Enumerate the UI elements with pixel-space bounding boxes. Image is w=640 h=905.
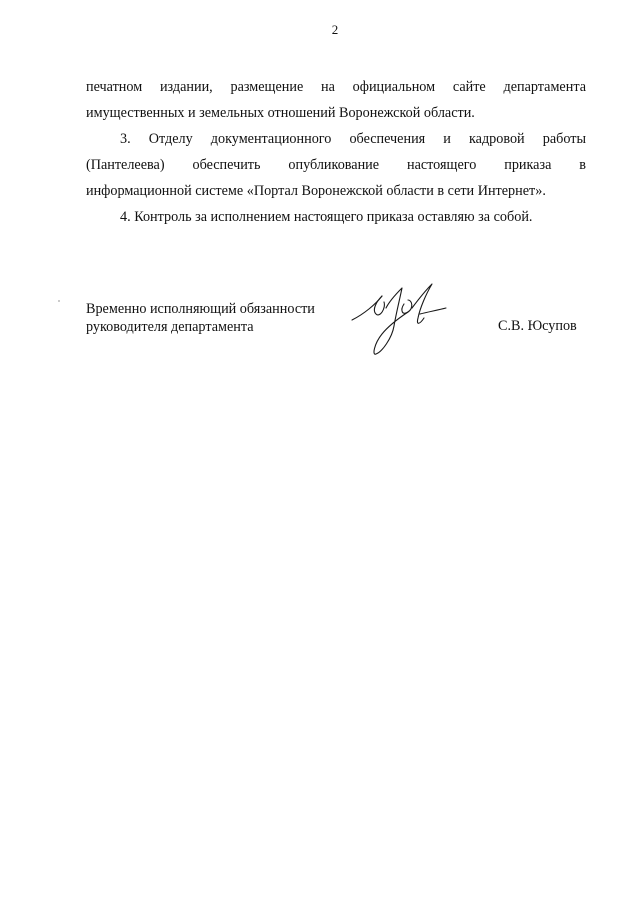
signatory-title [86,300,315,336]
page-number: 2 [331,22,339,37]
document-body [86,74,586,230]
paragraph-4: 4. Контроль за исполнением настоящего приказа оставляю за собой. [120,209,533,225]
signatory-title-line-2: руководителя департамента [86,319,254,335]
signatory-name: С.В. Юсупов [498,318,577,334]
paragraph-3-line-3: информационной системе «Портал Воронежской области в сети Интернет». [86,183,546,199]
signatory-title-line-1: Временно исполняющий обязанности [86,301,315,317]
scan-speck [58,300,60,302]
paragraph-3-line-1: 3. Отделу документационного обеспечения и кадровой работы [120,131,586,147]
paragraph-3-line-2: (Пантелеева) обеспечить опубликование настоящего приказа в [86,157,586,173]
paragraph-continued-line-1: печатном издании, размещение на официальном сайте департамента [86,79,586,95]
handwritten-signature [346,278,456,368]
paragraph-continued-line-2: имущественных и земельных отношений Воронежской области. [86,105,475,121]
